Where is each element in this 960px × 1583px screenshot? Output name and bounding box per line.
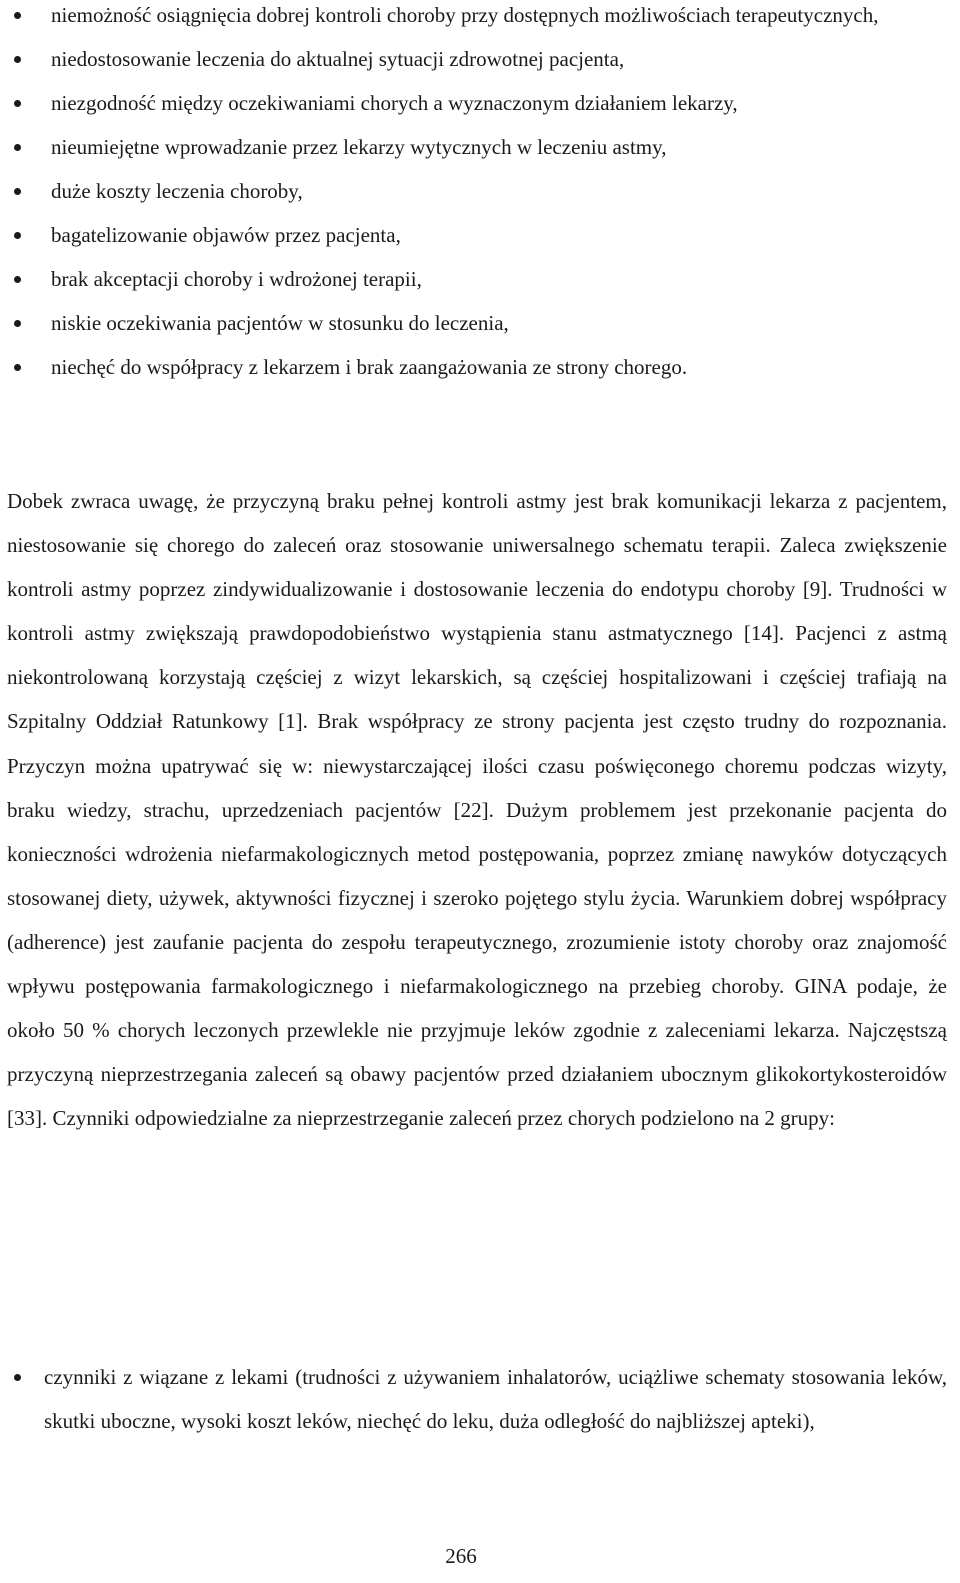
- list-item: [51, 213, 947, 257]
- list-item: [51, 301, 947, 345]
- bullet-icon: [14, 232, 21, 239]
- body-paragraph: Dobek zwraca uwagę, że przyczyną braku pełnej kontroli astmy jest brak komunikacji lekarza z pacjentem, niestosowanie się chorego do zaleceń oraz stosowanie uniwersalnego schematu terapii. Zaleca zwiększenie kontroli astmy poprzez zindywidualizowanie i dostosowanie leczenia do endotypu choroby [9]. Trudności w kontroli astmy zwiększają prawdopodobieństwo wystąpienia stanu astmatycznego [14]. Pacjenci z astmą niekontrolowaną korzystają częściej z wizyt lekarskich, są częściej hospitalizowani i częściej trafiają na Szpitalny Oddział Ratunkowy [1]. Brak współpracy ze strony pacjenta jest często trudny do rozpoznania. Przyczyn można upatrywać się w: niewystarczającej ilości czasu poświęconego choremu podczas wizyty, braku wiedzy, strachu, uprzedzeniach pacjentów [22]. Dużym problemem jest przekonanie pacjenta do konieczności wdrożenia niefarmakologicznych metod postępowania, poprzez zmianę nawyków dotyczących stosowanej diety, używek, aktywności fizycznej i szeroko pojętego stylu życia. Warunkiem dobrej współpracy (adherence) jest zaufanie pacjenta do zespołu terapeutycznego, zrozumienie istoty choroby oraz znajomość wpływu postępowania farmakologicznego i niefarmakologicznego na przebieg choroby. GINA podaje, że około 50 % chorych leczonych przewlekle nie przyjmuje leków zgodnie z zaleceniami lekarza. Najczęstszą przyczyną nieprzestrzegania zaleceń są obawy pacjentów przed działaniem ubocznym glikokortykosteroidów [33]. Czynniki odpowiedzialne za nieprzestrzeganie zaleceń przez chorych podzielono na 2 grupy:: [7, 489, 947, 1131]
- bullet-icon: [14, 12, 21, 19]
- bullet-list-factors: [44, 1355, 947, 1443]
- list-item-text: niemożność osiągnięcia dobrej kontroli choroby przy dostępnych możliwościach terapeutycznych,: [51, 3, 879, 27]
- list-item: [51, 345, 947, 389]
- bullet-icon: [14, 56, 21, 63]
- bullet-list-causes: [51, 0, 947, 389]
- list-item-text: niezgodność między oczekiwaniami chorych a wyznaczonym działaniem lekarzy,: [51, 91, 738, 115]
- list-item: [51, 257, 947, 301]
- list-item: [51, 169, 947, 213]
- list-item-text: duże koszty leczenia choroby,: [51, 179, 303, 203]
- page-number: 266: [445, 1544, 477, 1568]
- list-item: [51, 0, 947, 37]
- bullet-icon: [14, 320, 21, 327]
- list-item-text: czynniki z wiązane z lekami (trudności z używaniem inhalatorów, uciążliwe schematy stosowania leków, skutki uboczne, wysoki koszt leków, niechęć do leku, duża odległość do najbliższej apteki),: [44, 1365, 947, 1433]
- bullet-icon: [14, 364, 21, 371]
- list-item: [51, 37, 947, 81]
- bullet-icon: [14, 276, 21, 283]
- list-item-text: niechęć do współpracy z lekarzem i brak zaangażowania ze strony chorego.: [51, 355, 688, 379]
- list-item-text: bagatelizowanie objawów przez pacjenta,: [51, 223, 401, 247]
- list-item-text: niskie oczekiwania pacjentów w stosunku do leczenia,: [51, 311, 509, 335]
- bullet-icon: [14, 100, 21, 107]
- bullet-icon: [14, 144, 21, 151]
- list-item-text: brak akceptacji choroby i wdrożonej terapii,: [51, 267, 422, 291]
- bullet-icon: [14, 1374, 21, 1381]
- list-item: [51, 125, 947, 169]
- list-item-text: niedostosowanie leczenia do aktualnej sytuacji zdrowotnej pacjenta,: [51, 47, 625, 71]
- list-item: [51, 81, 947, 125]
- bullet-icon: [14, 188, 21, 195]
- list-item-text: nieumiejętne wprowadzanie przez lekarzy wytycznych w leczeniu astmy,: [51, 135, 667, 159]
- list-item: [44, 1355, 947, 1443]
